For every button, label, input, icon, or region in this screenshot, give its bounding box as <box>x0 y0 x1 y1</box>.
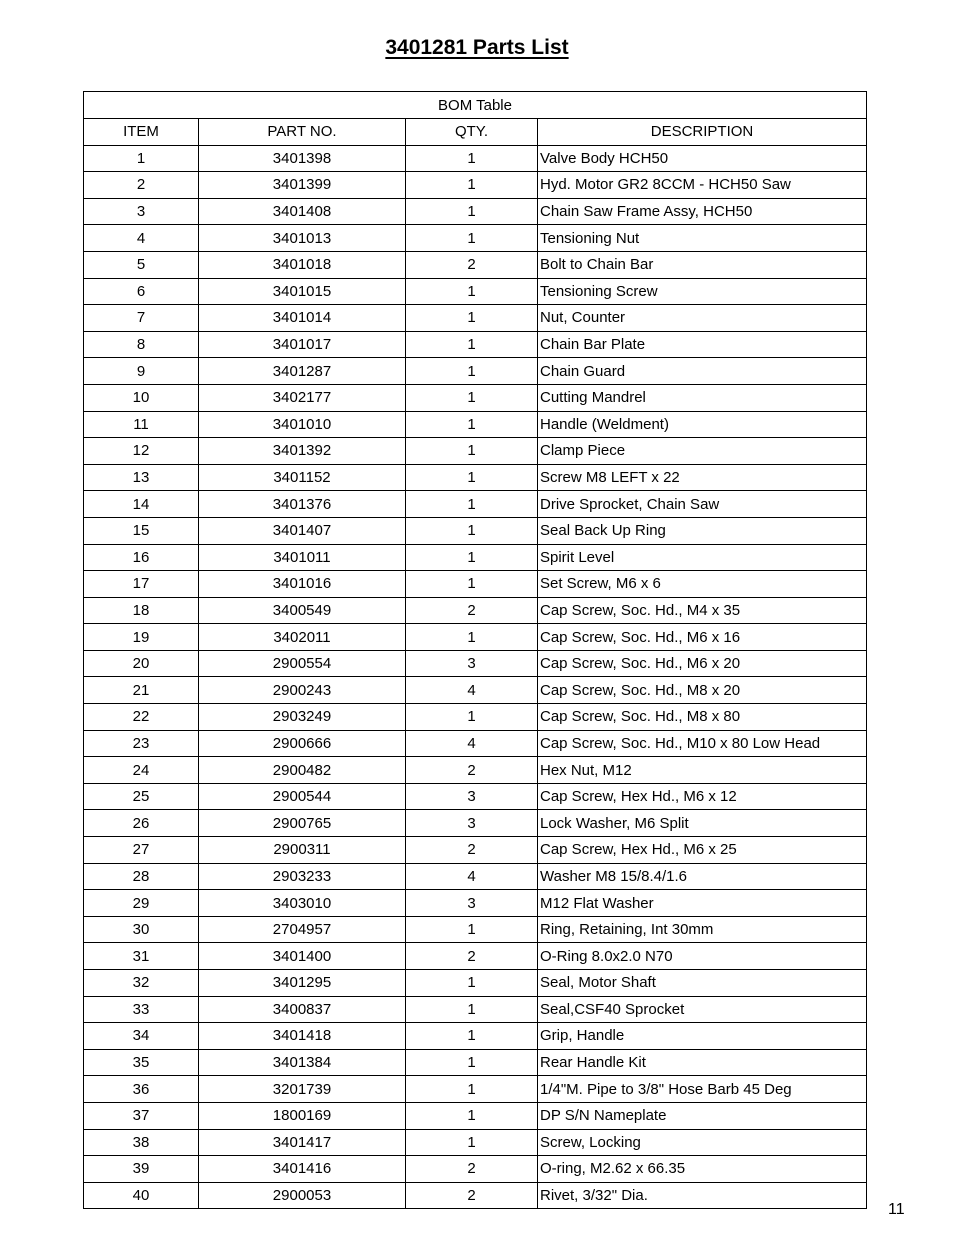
cell-part-no: 3403010 <box>199 890 406 917</box>
table-row <box>84 597 867 624</box>
cell-qty: 1 <box>406 438 538 465</box>
cell-part-no: 3401287 <box>199 358 406 385</box>
cell-description: DP S/N Nameplate <box>538 1102 867 1129</box>
cell-item: 5 <box>84 251 199 278</box>
table-row <box>84 358 867 385</box>
table-row <box>84 1076 867 1103</box>
cell-qty: 1 <box>406 358 538 385</box>
cell-qty: 2 <box>406 251 538 278</box>
cell-item: 20 <box>84 650 199 677</box>
cell-qty: 1 <box>406 305 538 332</box>
cell-item: 4 <box>84 225 199 252</box>
cell-qty: 1 <box>406 491 538 518</box>
cell-description: M12 Flat Washer <box>538 890 867 917</box>
cell-part-no: 2903249 <box>199 704 406 731</box>
cell-qty: 1 <box>406 1102 538 1129</box>
header-item: ITEM <box>84 119 199 146</box>
cell-qty: 1 <box>406 411 538 438</box>
cell-qty: 2 <box>406 837 538 864</box>
cell-item: 25 <box>84 783 199 810</box>
cell-qty: 1 <box>406 464 538 491</box>
cell-description: Tensioning Nut <box>538 225 867 252</box>
cell-item: 17 <box>84 571 199 598</box>
table-row <box>84 198 867 225</box>
table-row <box>84 677 867 704</box>
cell-description: O-Ring 8.0x2.0 N70 <box>538 943 867 970</box>
cell-item: 40 <box>84 1182 199 1209</box>
cell-description: Clamp Piece <box>538 438 867 465</box>
cell-qty: 2 <box>406 1156 538 1183</box>
page-number: 11 <box>888 1201 905 1218</box>
header-description: DESCRIPTION <box>538 119 867 146</box>
cell-item: 21 <box>84 677 199 704</box>
table-row <box>84 1023 867 1050</box>
cell-part-no: 3401398 <box>199 145 406 172</box>
table-row <box>84 730 867 757</box>
table-row <box>84 704 867 731</box>
cell-description: Cap Screw, Soc. Hd., M10 x 80 Low Head <box>538 730 867 757</box>
table-row <box>84 172 867 199</box>
cell-part-no: 2903233 <box>199 863 406 890</box>
table-row <box>84 278 867 305</box>
cell-description: Cap Screw, Soc. Hd., M6 x 20 <box>538 650 867 677</box>
cell-item: 30 <box>84 916 199 943</box>
cell-qty: 1 <box>406 1023 538 1050</box>
cell-part-no: 3401408 <box>199 198 406 225</box>
page-title-text: 3401281 Parts List <box>385 36 569 59</box>
header-part-no: PART NO. <box>199 119 406 146</box>
cell-part-no: 3401013 <box>199 225 406 252</box>
table-row <box>84 251 867 278</box>
cell-qty: 2 <box>406 757 538 784</box>
cell-item: 31 <box>84 943 199 970</box>
bom-table-body <box>84 145 867 1209</box>
cell-description: Bolt to Chain Bar <box>538 251 867 278</box>
table-caption: BOM Table <box>84 92 867 119</box>
cell-description: Handle (Weldment) <box>538 411 867 438</box>
cell-part-no: 3401011 <box>199 544 406 571</box>
cell-item: 27 <box>84 837 199 864</box>
cell-description: Washer M8 15/8.4/1.6 <box>538 863 867 890</box>
cell-part-no: 2900243 <box>199 677 406 704</box>
table-row <box>84 916 867 943</box>
table-row <box>84 1156 867 1183</box>
cell-description: Set Screw, M6 x 6 <box>538 571 867 598</box>
cell-item: 7 <box>84 305 199 332</box>
cell-item: 38 <box>84 1129 199 1156</box>
cell-part-no: 2900311 <box>199 837 406 864</box>
cell-qty: 1 <box>406 704 538 731</box>
cell-part-no: 3401376 <box>199 491 406 518</box>
cell-qty: 1 <box>406 996 538 1023</box>
cell-description: Seal, Motor Shaft <box>538 970 867 997</box>
cell-item: 29 <box>84 890 199 917</box>
cell-part-no: 2900765 <box>199 810 406 837</box>
cell-description: Hex Nut, M12 <box>538 757 867 784</box>
cell-qty: 2 <box>406 597 538 624</box>
table-row <box>84 384 867 411</box>
cell-item: 26 <box>84 810 199 837</box>
cell-part-no: 3402011 <box>199 624 406 651</box>
cell-description: Ring, Retaining, Int 30mm <box>538 916 867 943</box>
cell-qty: 3 <box>406 890 538 917</box>
page-title <box>0 36 954 60</box>
cell-description: Nut, Counter <box>538 305 867 332</box>
cell-part-no: 3401010 <box>199 411 406 438</box>
cell-item: 6 <box>84 278 199 305</box>
table-row <box>84 464 867 491</box>
cell-description: Valve Body HCH50 <box>538 145 867 172</box>
cell-part-no: 3400837 <box>199 996 406 1023</box>
cell-description: Screw M8 LEFT x 22 <box>538 464 867 491</box>
cell-qty: 1 <box>406 331 538 358</box>
cell-item: 24 <box>84 757 199 784</box>
table-row <box>84 650 867 677</box>
cell-part-no: 3401384 <box>199 1049 406 1076</box>
cell-description: Grip, Handle <box>538 1023 867 1050</box>
cell-qty: 1 <box>406 384 538 411</box>
cell-description: Tensioning Screw <box>538 278 867 305</box>
cell-qty: 4 <box>406 863 538 890</box>
cell-item: 3 <box>84 198 199 225</box>
cell-part-no: 3401392 <box>199 438 406 465</box>
cell-item: 9 <box>84 358 199 385</box>
cell-item: 12 <box>84 438 199 465</box>
table-row <box>84 810 867 837</box>
cell-item: 15 <box>84 517 199 544</box>
cell-part-no: 3400549 <box>199 597 406 624</box>
cell-qty: 1 <box>406 225 538 252</box>
cell-description: Seal Back Up Ring <box>538 517 867 544</box>
cell-part-no: 2900482 <box>199 757 406 784</box>
header-qty: QTY. <box>406 119 538 146</box>
table-row <box>84 571 867 598</box>
cell-item: 1 <box>84 145 199 172</box>
cell-qty: 1 <box>406 624 538 651</box>
cell-part-no: 2900053 <box>199 1182 406 1209</box>
cell-part-no: 2900554 <box>199 650 406 677</box>
cell-part-no: 3401400 <box>199 943 406 970</box>
cell-qty: 3 <box>406 810 538 837</box>
table-row <box>84 783 867 810</box>
table-row <box>84 624 867 651</box>
cell-part-no: 3401418 <box>199 1023 406 1050</box>
cell-qty: 4 <box>406 677 538 704</box>
cell-qty: 2 <box>406 1182 538 1209</box>
cell-item: 8 <box>84 331 199 358</box>
cell-description: Lock Washer, M6 Split <box>538 810 867 837</box>
header-row <box>84 119 867 146</box>
cell-qty: 1 <box>406 1076 538 1103</box>
table-row <box>84 305 867 332</box>
cell-description: Cap Screw, Hex Hd., M6 x 12 <box>538 783 867 810</box>
cell-item: 35 <box>84 1049 199 1076</box>
cell-qty: 1 <box>406 198 538 225</box>
table-row <box>84 1182 867 1209</box>
cell-item: 32 <box>84 970 199 997</box>
cell-description: Chain Saw Frame Assy, HCH50 <box>538 198 867 225</box>
table-row <box>84 837 867 864</box>
cell-description: Chain Guard <box>538 358 867 385</box>
cell-item: 18 <box>84 597 199 624</box>
cell-part-no: 3401152 <box>199 464 406 491</box>
cell-description: Screw, Locking <box>538 1129 867 1156</box>
cell-part-no: 2900666 <box>199 730 406 757</box>
cell-description: Cap Screw, Soc. Hd., M8 x 20 <box>538 677 867 704</box>
table-row <box>84 491 867 518</box>
cell-part-no: 3401014 <box>199 305 406 332</box>
table-row <box>84 411 867 438</box>
table-row <box>84 757 867 784</box>
table-row <box>84 331 867 358</box>
cell-description: Rear Handle Kit <box>538 1049 867 1076</box>
table-row <box>84 544 867 571</box>
table-row <box>84 863 867 890</box>
cell-item: 39 <box>84 1156 199 1183</box>
cell-item: 10 <box>84 384 199 411</box>
cell-description: Spirit Level <box>538 544 867 571</box>
cell-part-no: 3401016 <box>199 571 406 598</box>
table-row <box>84 1102 867 1129</box>
table-row <box>84 438 867 465</box>
cell-part-no: 3401295 <box>199 970 406 997</box>
cell-item: 14 <box>84 491 199 518</box>
cell-part-no: 3401416 <box>199 1156 406 1183</box>
cell-item: 2 <box>84 172 199 199</box>
cell-description: Rivet, 3/32" Dia. <box>538 1182 867 1209</box>
cell-qty: 1 <box>406 1049 538 1076</box>
cell-item: 28 <box>84 863 199 890</box>
bom-table <box>83 91 867 1209</box>
cell-part-no: 3401015 <box>199 278 406 305</box>
cell-description: O-ring, M2.62 x 66.35 <box>538 1156 867 1183</box>
cell-item: 34 <box>84 1023 199 1050</box>
cell-qty: 4 <box>406 730 538 757</box>
cell-qty: 3 <box>406 650 538 677</box>
cell-description: Cap Screw, Soc. Hd., M4 x 35 <box>538 597 867 624</box>
cell-description: Cap Screw, Soc. Hd., M6 x 16 <box>538 624 867 651</box>
cell-item: 13 <box>84 464 199 491</box>
table-row <box>84 225 867 252</box>
cell-qty: 1 <box>406 278 538 305</box>
cell-part-no: 2900544 <box>199 783 406 810</box>
caption-row <box>84 92 867 119</box>
table-row <box>84 1049 867 1076</box>
cell-description: Drive Sprocket, Chain Saw <box>538 491 867 518</box>
cell-description: Cap Screw, Hex Hd., M6 x 25 <box>538 837 867 864</box>
cell-qty: 1 <box>406 571 538 598</box>
table-row <box>84 943 867 970</box>
cell-part-no: 3201739 <box>199 1076 406 1103</box>
cell-part-no: 3401417 <box>199 1129 406 1156</box>
cell-item: 11 <box>84 411 199 438</box>
cell-part-no: 3401407 <box>199 517 406 544</box>
cell-item: 33 <box>84 996 199 1023</box>
table-row <box>84 970 867 997</box>
cell-part-no: 3402177 <box>199 384 406 411</box>
cell-part-no: 2704957 <box>199 916 406 943</box>
cell-item: 16 <box>84 544 199 571</box>
cell-part-no: 3401018 <box>199 251 406 278</box>
cell-item: 19 <box>84 624 199 651</box>
cell-qty: 1 <box>406 145 538 172</box>
cell-qty: 2 <box>406 943 538 970</box>
table-row <box>84 145 867 172</box>
cell-item: 22 <box>84 704 199 731</box>
cell-part-no: 1800169 <box>199 1102 406 1129</box>
table-row <box>84 890 867 917</box>
cell-part-no: 3401017 <box>199 331 406 358</box>
cell-qty: 1 <box>406 517 538 544</box>
cell-item: 23 <box>84 730 199 757</box>
cell-description: Hyd. Motor GR2 8CCM - HCH50 Saw <box>538 172 867 199</box>
table-row <box>84 517 867 544</box>
cell-description: Chain Bar Plate <box>538 331 867 358</box>
cell-qty: 1 <box>406 544 538 571</box>
table-row <box>84 996 867 1023</box>
cell-qty: 1 <box>406 916 538 943</box>
cell-description: Cutting Mandrel <box>538 384 867 411</box>
cell-qty: 1 <box>406 1129 538 1156</box>
cell-description: Seal,CSF40 Sprocket <box>538 996 867 1023</box>
cell-qty: 1 <box>406 172 538 199</box>
cell-item: 37 <box>84 1102 199 1129</box>
cell-part-no: 3401399 <box>199 172 406 199</box>
cell-qty: 1 <box>406 970 538 997</box>
cell-item: 36 <box>84 1076 199 1103</box>
cell-qty: 3 <box>406 783 538 810</box>
table-row <box>84 1129 867 1156</box>
cell-description: 1/4"M. Pipe to 3/8" Hose Barb 45 Deg <box>538 1076 867 1103</box>
cell-description: Cap Screw, Soc. Hd., M8 x 80 <box>538 704 867 731</box>
